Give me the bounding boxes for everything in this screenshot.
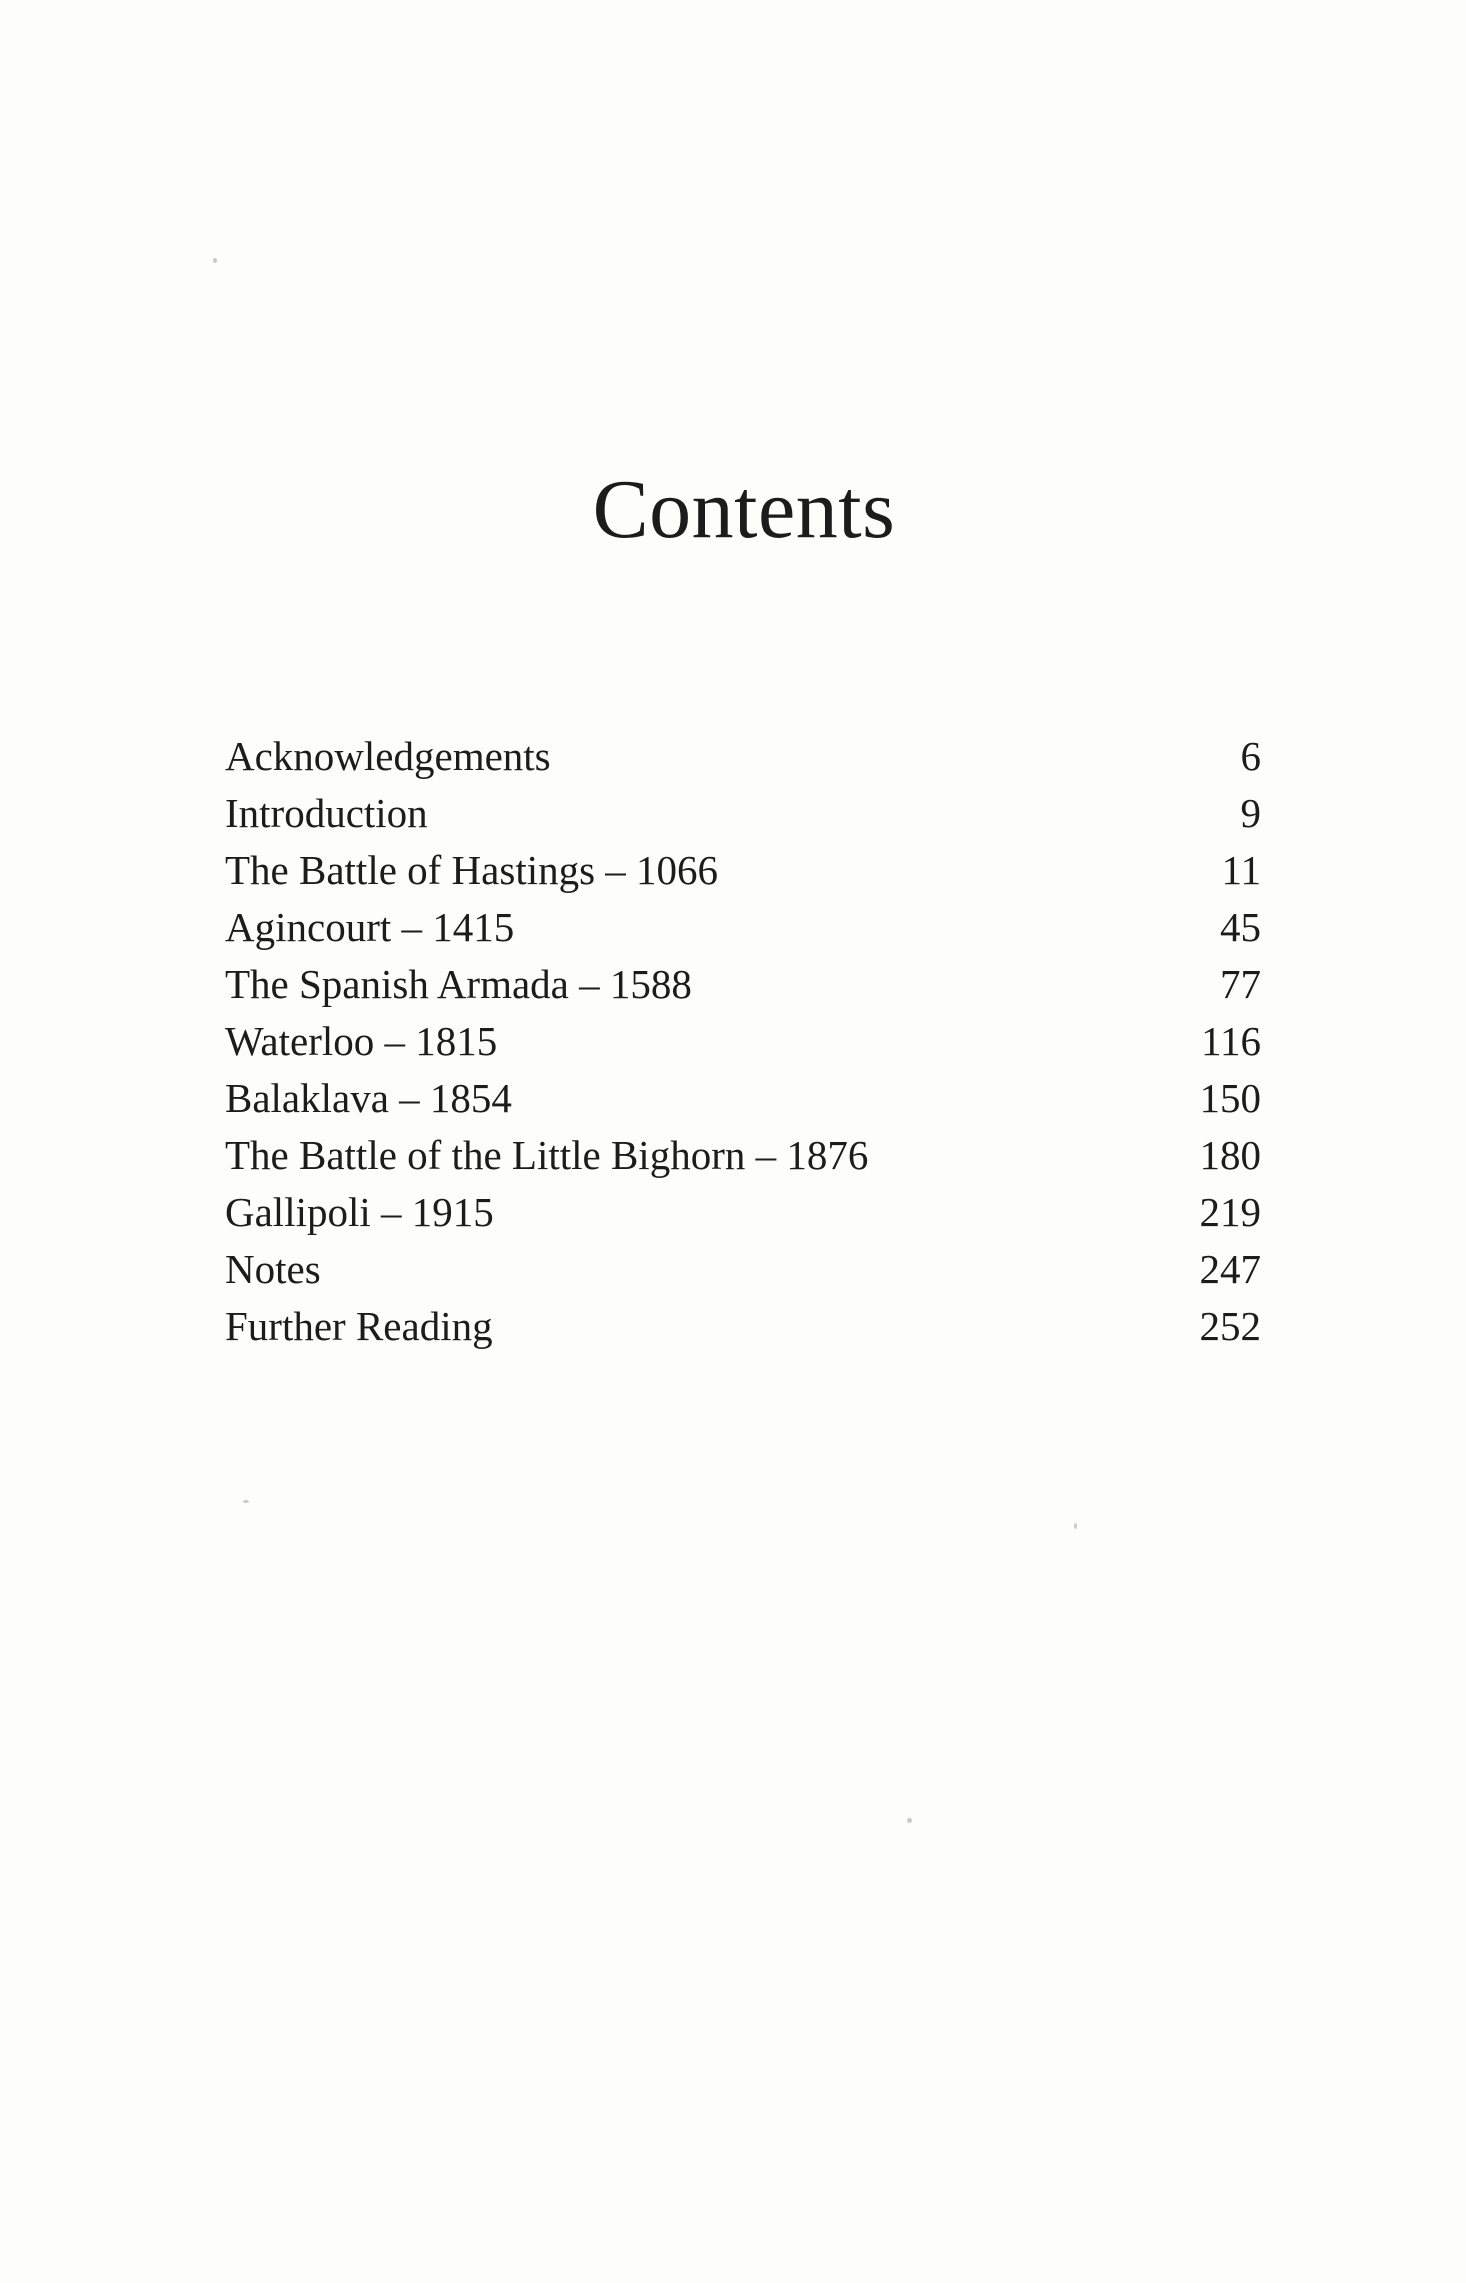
toc-entry-page-number: 45 bbox=[1220, 904, 1261, 950]
toc-entry-page-number: 150 bbox=[1199, 1075, 1261, 1121]
toc-entry-page-number: 9 bbox=[1240, 790, 1261, 836]
toc-entry bbox=[225, 956, 1261, 1013]
toc-entry-page-number: 6 bbox=[1240, 733, 1261, 779]
toc-entry-title: Acknowledgements bbox=[225, 733, 551, 779]
toc-entry-title: Waterloo – 1815 bbox=[225, 1018, 498, 1064]
toc-entry-page-number: 219 bbox=[1199, 1189, 1261, 1235]
scan-speck bbox=[907, 1818, 912, 1823]
page-title: Contents bbox=[592, 463, 896, 556]
toc-entry bbox=[225, 899, 1261, 956]
toc-entry-page-number: 247 bbox=[1199, 1246, 1261, 1292]
toc-entry-title: Balaklava – 1854 bbox=[225, 1075, 512, 1121]
toc-entry bbox=[225, 785, 1261, 842]
toc-entry-title: The Battle of the Little Bighorn – 1876 bbox=[225, 1132, 869, 1178]
toc-entry bbox=[225, 1070, 1261, 1127]
toc-entry bbox=[225, 1298, 1261, 1355]
toc-entry bbox=[225, 1013, 1261, 1070]
toc-entry-page-number: 11 bbox=[1221, 847, 1261, 893]
table-of-contents bbox=[225, 728, 1261, 1355]
toc-entry bbox=[225, 842, 1261, 899]
toc-entry-page-number: 180 bbox=[1199, 1132, 1261, 1178]
scan-speck bbox=[213, 258, 217, 263]
scan-speck bbox=[1074, 1523, 1077, 1529]
toc-entry-title: The Spanish Armada – 1588 bbox=[225, 961, 692, 1007]
toc-entry-title: Gallipoli – 1915 bbox=[225, 1189, 494, 1235]
toc-entry bbox=[225, 1241, 1261, 1298]
toc-entry bbox=[225, 1184, 1261, 1241]
toc-entry-title: The Battle of Hastings – 1066 bbox=[225, 847, 719, 893]
toc-entry-title: Agincourt – 1415 bbox=[225, 904, 515, 950]
toc-entry-title: Notes bbox=[225, 1246, 321, 1292]
toc-entry bbox=[225, 1127, 1261, 1184]
toc-entry-page-number: 252 bbox=[1199, 1303, 1261, 1349]
scan-speck bbox=[243, 1500, 249, 1503]
toc-entry-page-number: 116 bbox=[1201, 1018, 1261, 1064]
toc-entry bbox=[225, 728, 1261, 785]
toc-entry-title: Further Reading bbox=[225, 1303, 493, 1349]
toc-entry-page-number: 77 bbox=[1220, 961, 1261, 1007]
toc-entry-title: Introduction bbox=[225, 790, 428, 836]
